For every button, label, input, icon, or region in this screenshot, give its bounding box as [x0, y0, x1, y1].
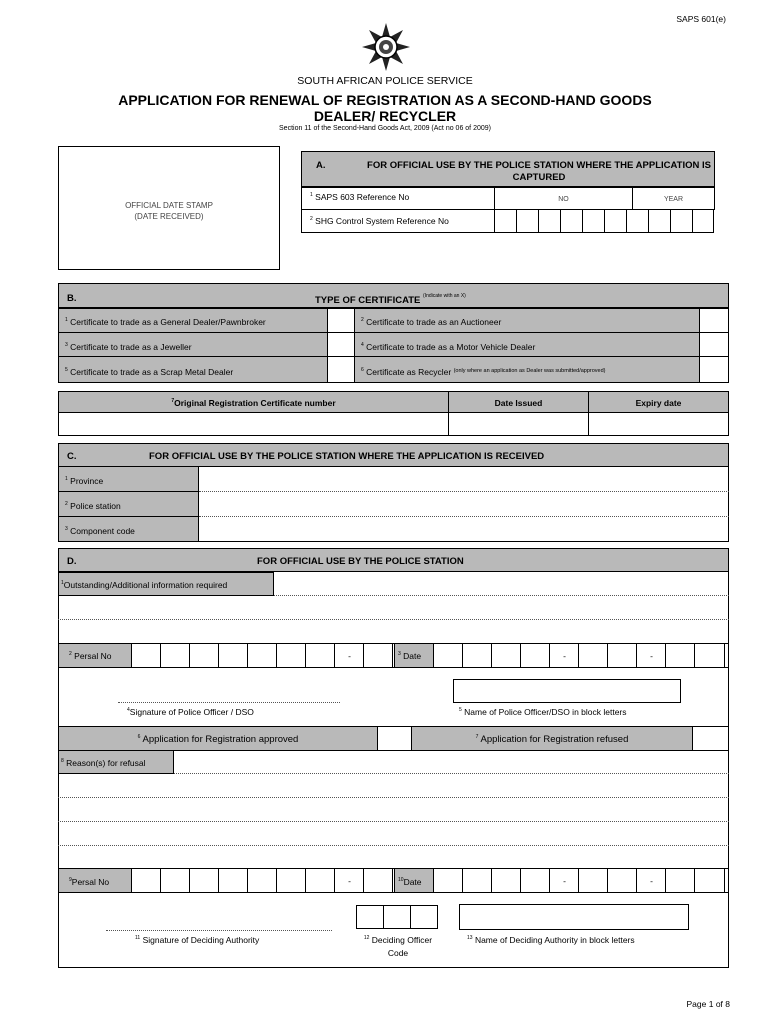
orig-cert-number-header: $^7$Original Registration Certificate number — [58, 391, 449, 413]
outstanding-info-label: $^1$Outstanding/Additional information required — [58, 572, 274, 596]
date-separator: - — [348, 876, 351, 886]
input-cell[interactable] — [462, 868, 492, 893]
component-code-label: $^3$ Component code — [58, 516, 199, 542]
deciding-signature-line[interactable] — [106, 930, 332, 931]
date-issued-header: Date Issued — [448, 391, 589, 413]
cert-jeweller-checkbox[interactable] — [327, 332, 355, 357]
approved-label: $^6$ Application for Registration approved — [58, 726, 378, 751]
police-station-field[interactable] — [199, 516, 729, 517]
input-cell[interactable] — [516, 209, 539, 233]
org-name: SOUTH AFRICAN POLICE SERVICE — [297, 75, 473, 87]
date-issued-field[interactable] — [448, 412, 589, 436]
input-cell[interactable] — [578, 868, 608, 893]
section-b-letter: B. — [67, 293, 77, 304]
saps603-ref-label-cell: $^1$ SAPS 603 Reference No — [301, 187, 495, 210]
refusal-reasons-line3[interactable] — [58, 821, 729, 822]
input-cell[interactable] — [334, 643, 364, 668]
cert-general-dealer-checkbox[interactable] — [327, 308, 355, 333]
date-separator: - — [650, 651, 653, 661]
input-cell[interactable] — [560, 209, 583, 233]
date-separator: - — [563, 651, 566, 661]
col-no-label: NO — [558, 196, 569, 203]
section-b-heading-note: (Indicate with an X) — [423, 293, 466, 299]
deciding-officer-code-label2: Code — [387, 948, 409, 958]
date-separator: - — [348, 651, 351, 661]
section-d-header: D. FOR OFFICIAL USE BY THE POLICE STATION — [58, 548, 729, 572]
deciding-authority-name-label: Name of Deciding Authority in block letters — [474, 935, 635, 945]
stamp-sublabel: (DATE RECEIVED) — [134, 212, 204, 221]
input-cell[interactable] — [305, 643, 335, 668]
input-cell[interactable] — [305, 868, 335, 893]
persal-no-label: $^2$ Persal No — [58, 643, 132, 668]
input-cell[interactable] — [363, 868, 393, 893]
input-cell[interactable] — [276, 868, 306, 893]
input-cell[interactable] — [334, 868, 364, 893]
shg-ref-label: SHG Control System Reference No — [315, 216, 449, 226]
code-cell[interactable] — [356, 905, 384, 929]
orig-cert-number-field[interactable] — [58, 412, 449, 436]
date-label: $^3$ Date — [394, 643, 434, 668]
code-cell[interactable] — [383, 905, 411, 929]
section-c-heading: FOR OFFICIAL USE BY THE POLICE STATION WHERE THE APPLICATION IS RECEIVED — [149, 451, 545, 462]
outstanding-info-line2[interactable] — [58, 619, 729, 620]
input-cell[interactable] — [626, 209, 649, 233]
deciding-authority-name-field[interactable] — [459, 904, 689, 930]
section-b-header — [58, 283, 729, 308]
input-cell[interactable] — [363, 643, 393, 668]
saps603-year-field[interactable] — [632, 187, 715, 210]
section-d-heading: FOR OFFICIAL USE BY THE POLICE STATION — [257, 556, 464, 567]
refused-checkbox[interactable] — [692, 726, 729, 751]
saps603-no-field[interactable] — [494, 187, 633, 210]
official-date-stamp-box[interactable] — [58, 146, 280, 270]
input-cell[interactable] — [607, 868, 637, 893]
refusal-reasons-label: $^8$ Reason(s) for refusal — [58, 750, 174, 774]
input-cell[interactable] — [160, 868, 190, 893]
input-cell[interactable] — [218, 868, 248, 893]
input-cell[interactable] — [549, 868, 579, 893]
cert-recycler-checkbox[interactable] — [699, 356, 729, 383]
input-cell[interactable] — [578, 643, 608, 668]
cert-scrap-metal-checkbox[interactable] — [327, 356, 355, 383]
cert-scrap-metal-label: $^5$ Certificate to trade as a Scrap Metal Dealer — [58, 356, 328, 383]
input-cell[interactable] — [160, 643, 190, 668]
input-cell[interactable] — [549, 643, 579, 668]
input-cell[interactable] — [276, 643, 306, 668]
input-cell[interactable] — [433, 643, 463, 668]
cert-auctioneer-checkbox[interactable] — [699, 308, 729, 333]
input-cell[interactable] — [491, 868, 521, 893]
outstanding-info-line1[interactable] — [274, 595, 729, 596]
section-a-heading: FOR OFFICIAL USE BY THE POLICE STATION WHERE THE APPLICATION IS CAPTURED — [367, 160, 711, 183]
refusal-reasons-line4[interactable] — [58, 845, 729, 846]
input-cell[interactable] — [131, 643, 161, 668]
input-cell[interactable] — [636, 868, 666, 893]
form-title-line1: APPLICATION FOR RENEWAL OF REGISTRATION AS A SECOND-HAND GOODS — [118, 92, 652, 108]
input-cell[interactable] — [433, 868, 463, 893]
input-cell[interactable] — [131, 868, 161, 893]
deciding-officer-code-label: Deciding Officer — [371, 935, 433, 945]
input-cell[interactable] — [692, 209, 714, 233]
input-cell[interactable] — [520, 643, 550, 668]
input-cell[interactable] — [607, 643, 637, 668]
cert-auctioneer-label: $^2$ Certificate to trade as an Auctioneer — [354, 308, 700, 333]
cert-jeweller-label: $^3$ Certificate to trade as a Jeweller — [58, 332, 328, 357]
input-cell[interactable] — [665, 643, 695, 668]
input-cell[interactable] — [604, 209, 627, 233]
input-cell[interactable] — [494, 209, 517, 233]
officer-signature-label: Signature of Police Officer / DSO — [129, 707, 254, 717]
input-cell[interactable] — [694, 868, 725, 893]
section-c-header: C. FOR OFFICIAL USE BY THE POLICE STATION WHERE THE APPLICATION IS RECEIVED — [58, 443, 729, 467]
section-b-heading: TYPE OF CERTIFICATE — [315, 295, 421, 306]
input-cell[interactable] — [665, 868, 695, 893]
input-cell[interactable] — [520, 868, 550, 893]
cert-recycler-label: $^6$ Certificate as Recycler $^{(only where an application as Dealer was submitted/approved)}$ — [354, 356, 700, 383]
page-number: Page 1 of 8 — [686, 999, 730, 1009]
code-cell[interactable] — [410, 905, 438, 929]
form-title-line2: DEALER/ RECYCLER — [313, 108, 457, 124]
input-cell[interactable] — [462, 643, 492, 668]
input-cell[interactable] — [538, 209, 561, 233]
cert-motor-vehicle-checkbox[interactable] — [699, 332, 729, 357]
deciding-signature-label: Signature of Deciding Authority — [142, 935, 260, 945]
input-cell[interactable] — [491, 643, 521, 668]
expiry-date-header: Expiry date — [588, 391, 729, 413]
officer-signature-line[interactable] — [118, 702, 340, 703]
stamp-label: OFFICIAL DATE STAMP — [125, 201, 213, 210]
col-year-label: YEAR — [663, 196, 684, 203]
cert-motor-vehicle-label: $^4$ Certificate to trade as a Motor Vehicle Dealer — [354, 332, 700, 357]
date-2-label: $^{10}$Date — [394, 868, 434, 893]
input-cell[interactable] — [636, 643, 666, 668]
input-cell[interactable] — [694, 643, 725, 668]
input-cell[interactable] — [189, 868, 219, 893]
input-cell[interactable] — [582, 209, 605, 233]
date-separator: - — [563, 876, 566, 886]
cert-general-dealer-label: $^1$ Certificate to trade as a General Dealer/Pawnbroker — [58, 308, 328, 333]
province-field[interactable] — [199, 491, 729, 492]
saps-emblem-icon — [361, 22, 411, 72]
shg-ref-label-cell: $^2$ SHG Control System Reference No — [301, 209, 495, 233]
section-a-header — [301, 151, 715, 187]
input-cell[interactable] — [247, 868, 277, 893]
input-cell[interactable] — [670, 209, 693, 233]
approved-checkbox[interactable] — [377, 726, 412, 751]
section-a-letter: A. — [316, 160, 326, 171]
province-label: $^1$ Province — [58, 466, 199, 492]
saps603-ref-label: SAPS 603 Reference No — [315, 192, 410, 202]
officer-name-field[interactable] — [453, 679, 681, 703]
recycler-note: (only where an application as Dealer was submitted/approved) — [453, 368, 606, 374]
date-separator: - — [650, 876, 653, 886]
officer-name-label: Name of Police Officer/DSO in block letters — [464, 707, 627, 717]
expiry-date-field[interactable] — [588, 412, 729, 436]
refused-label: $^7$ Application for Registration refused — [411, 726, 693, 751]
persal-no-2-label: $^9$Persal No — [58, 868, 132, 893]
refusal-reasons-line2[interactable] — [58, 797, 729, 798]
form-subtitle: Section 11 of the Second-Hand Goods Act, 2009 (Act no 06 of 2009) — [279, 125, 491, 132]
input-cell[interactable] — [247, 643, 277, 668]
police-station-label: $^2$ Police station — [58, 491, 199, 517]
input-cell[interactable] — [218, 643, 248, 668]
input-cell[interactable] — [189, 643, 219, 668]
input-cell[interactable] — [648, 209, 671, 233]
form-code: SAPS 601(e) — [676, 14, 726, 24]
refusal-reasons-line1[interactable] — [174, 773, 729, 774]
